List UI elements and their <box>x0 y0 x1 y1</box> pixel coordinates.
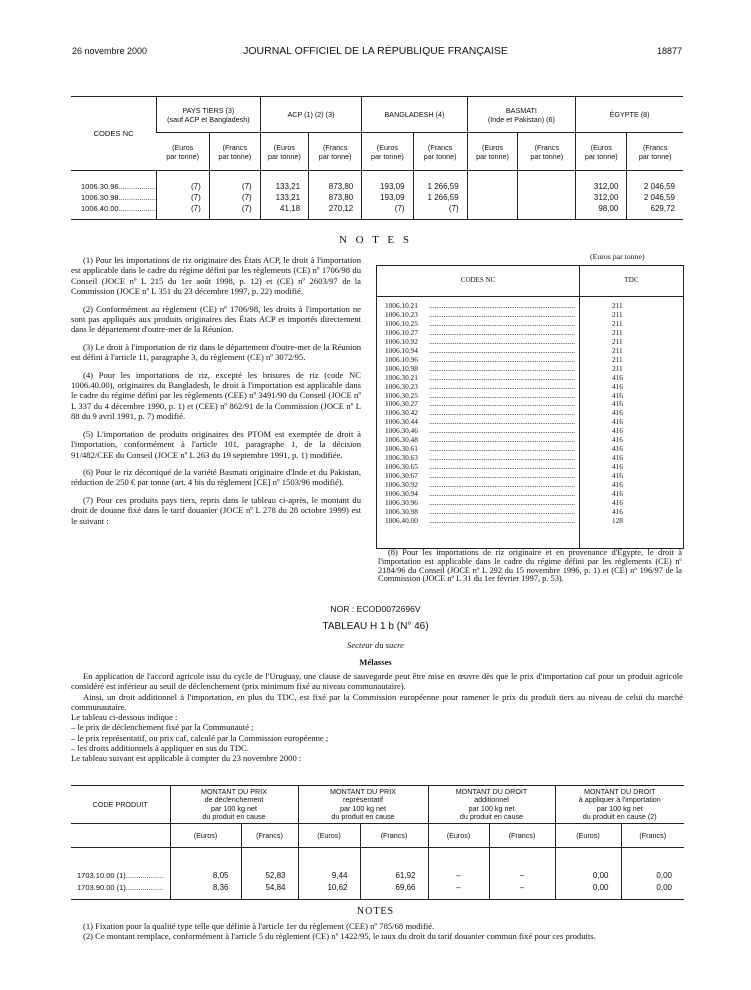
value-cell: 873,80 <box>309 181 362 192</box>
note-paragraph: (7) Pour ces produits pays tiers, repris dans le tableau ci-après, le montant du droit de douane fixé dans le tarif douanier (JOCE nº L 278 du 28 octobre 1999) est le suivant : <box>71 494 361 526</box>
value-cell <box>467 192 518 203</box>
unit-header: (Francs par tonne) <box>209 133 260 171</box>
unit-header: (Euros par tonne) <box>260 133 308 171</box>
note-paragraph: (4) Pour les importations de riz, excepté les brisures de riz (code NC 1006.40.00), originaires du Bangladesh, le droit à l'importation est applicable dans le cadre du régime défini par les règlements (CEE) nº 3491/90 du Conseil (JOCE nº L 337 du 4 décembre 1990, p. 1) et (CEE) nº 862/91 de la Commission (JOCE nº L 88 du 9 avril 1991, p. 7) modifié. <box>71 369 361 422</box>
value-cell <box>467 181 518 192</box>
codes-nc-header: CODES NC <box>460 276 496 284</box>
group-header: BASMATI (Inde et Pakistan) (6) <box>467 97 575 133</box>
value-cell: 69,66 <box>360 882 428 894</box>
table-row <box>71 192 683 203</box>
rice-duties-table <box>71 96 683 220</box>
tdc-value: 416 <box>612 444 623 454</box>
body-paragraph: – le prix représentatif, ou prix caf, calculé par la Commission européenne ; <box>71 732 329 743</box>
nor-reference: NOR : ECOD0072696V <box>330 604 421 614</box>
value-cell <box>467 203 518 214</box>
dot-leader: ................................................................................ <box>429 337 575 346</box>
value-cell: 0,00 <box>621 882 684 894</box>
code-cell: 1006.30.42 <box>385 409 418 418</box>
value-cell: (7) <box>157 192 210 203</box>
code-cell: 1006.10.21 <box>385 302 418 310</box>
unit-header: (Francs par tonne) <box>627 133 683 171</box>
tdc-value: 416 <box>612 426 623 436</box>
dot-leader: ................................................................................ <box>429 310 575 319</box>
table-row <box>71 882 684 894</box>
group-header: ACP (1) (2) (3) <box>260 97 362 133</box>
code-cell: 1006.40.00.................. <box>81 203 157 213</box>
dot-leader: ................................................................................ <box>429 373 575 382</box>
value-cell: 1 266,59 <box>413 192 467 203</box>
code-cell: 1703.10.00 (1).................. <box>77 871 164 880</box>
dot-leader: ................................................................................ <box>429 319 575 328</box>
unit-header: (Francs) <box>360 824 428 848</box>
dot-leader: ................................................................................ <box>429 400 575 409</box>
unit-header: (Euros par tonne) <box>576 133 627 171</box>
note-paragraph: (3) Le droit à l'importation de riz dans le département d'outre-mer de la Réunion est défini à l'article 11, paragraphe 3, du règlement (CE) nº 3072/95. <box>71 341 361 363</box>
unit-header: (Euros) <box>428 824 489 848</box>
sector-subtitle: Secteur du sucre <box>347 640 404 650</box>
group-header: MONTANT DU PRIX représentatif par 100 kg net du produit en cause <box>298 786 428 824</box>
dot-leader: ................................................................................ <box>429 489 575 498</box>
value-cell: 0,00 <box>555 870 621 882</box>
dot-leader: ................................................................................ <box>429 472 575 481</box>
dot-leader: ................................................................................ <box>429 454 575 463</box>
code-cell: 1006.30.23 <box>385 382 418 391</box>
tdc-header: TDC <box>624 276 639 284</box>
value-cell: 270,12 <box>309 203 362 214</box>
body-paragraph: Ainsi, un droit additionnel à l'importation, en plus du TDC, est fixé par la Commission européenne pour ramener le prix du produit tiers au niveau de celui du marché communautaire. <box>71 691 683 712</box>
code-cell: 1006.30.63 <box>385 454 418 463</box>
note-paragraph: (6) Pour le riz décortiqué de la variété Basmati originaire d'Inde et du Pakistan, réduction de 250 € par tonne (art. 4 bis du règlement [CE] nº 1503/96 modifié). <box>71 466 361 488</box>
body-paragraph: Le tableau suivant est applicable à compter du 23 novembre 2000 : <box>71 753 302 764</box>
value-cell: 312,00 <box>576 181 627 192</box>
value-cell <box>518 203 576 214</box>
codes-nc-header: CODES NC <box>71 97 157 171</box>
group-header: MONTANT DU PRIX de déclenchement par 100 kg net du produit en cause <box>170 786 298 824</box>
dot-leader: ................................................................................ <box>429 516 575 525</box>
note-paragraph: (1) Fixation pour la qualité type telle que définie à l'article 1er du règlement (CEE) nº 785/68 modifié. <box>83 921 435 931</box>
group-header: ÉGYPTE (8) <box>576 97 683 133</box>
value-cell: – <box>489 882 555 894</box>
tdc-value: 416 <box>612 417 623 427</box>
code-cell: 1006.10.94 <box>385 346 418 355</box>
value-cell: (7) <box>157 203 210 214</box>
tdc-value: 416 <box>612 480 623 489</box>
code-cell: 1006.10.92 <box>385 337 418 346</box>
code-cell: 1006.30.27 <box>385 400 418 409</box>
unit-header: (Francs par tonne) <box>413 133 467 171</box>
code-cell: 1006.30.61 <box>385 445 418 454</box>
unit-header: (Francs par tonne) <box>518 133 576 171</box>
value-cell: 873,80 <box>309 192 362 203</box>
tdc-value: 211 <box>612 318 623 328</box>
value-cell: 2 046,59 <box>627 192 683 203</box>
code-cell: 1006.30.48 <box>385 436 418 445</box>
page-number: 18877 <box>656 46 682 56</box>
unit-header: (Euros) <box>555 824 621 848</box>
unit-header: (Euros) <box>298 824 360 848</box>
codes-tdc-table <box>376 265 684 549</box>
value-cell: 193,09 <box>362 192 413 203</box>
unit-header: (Euros par tonne) <box>362 133 413 171</box>
tdc-value: 416 <box>612 408 623 418</box>
tdc-value: 211 <box>612 345 623 355</box>
dot-leader: ................................................................................ <box>429 355 575 364</box>
value-cell: 133,21 <box>260 181 308 192</box>
tdc-value: 211 <box>612 327 623 337</box>
code-cell: 1006.30.94 <box>385 489 418 498</box>
dot-leader: ................................................................................ <box>429 302 575 310</box>
tdc-value: 416 <box>612 372 623 382</box>
tdc-value: 416 <box>612 453 623 463</box>
dot-leader: ................................................................................ <box>429 346 575 355</box>
body-paragraph: – les droits additionnels à appliquer en sus du TDC. <box>71 743 249 754</box>
value-cell: 133,21 <box>260 192 308 203</box>
journal-title: JOURNAL OFFICIEL DE LA RÉPUBLIQUE FRANÇAISE <box>243 45 508 57</box>
code-cell: 1006.10.27 <box>385 328 418 337</box>
tdc-value: 416 <box>612 381 623 391</box>
tdc-value: 211 <box>612 354 623 364</box>
dot-leader: ................................................................................ <box>429 418 575 427</box>
dot-leader: ................................................................................ <box>429 391 575 400</box>
value-cell: – <box>428 882 489 894</box>
notes2-title: NOTES <box>356 906 395 917</box>
unit-header: (Francs) <box>621 824 684 848</box>
table-row <box>71 203 683 214</box>
unit-label: (Euros par tonne) <box>590 252 645 261</box>
code-cell: 1006.30.46 <box>385 427 418 436</box>
value-cell: 2 046,59 <box>627 181 683 192</box>
tdc-value: 416 <box>612 462 623 472</box>
tdc-value: 416 <box>612 399 623 409</box>
value-cell: 0,00 <box>621 870 684 882</box>
code-cell: 1006.30.44 <box>385 418 418 427</box>
code-cell: 1006.30.96 <box>385 498 418 507</box>
value-cell: 9,44 <box>298 870 360 882</box>
dot-leader: ................................................................................ <box>429 427 575 436</box>
value-cell: – <box>489 870 555 882</box>
code-cell: 1006.30.25 <box>385 391 418 400</box>
tdc-value: 416 <box>612 390 623 400</box>
tableau-title: TABLEAU H 1 b (N° 46) <box>322 621 429 632</box>
value-cell <box>518 181 576 192</box>
code-cell: 1006.30.21 <box>385 373 418 382</box>
dot-leader: ................................................................................ <box>429 364 575 373</box>
code-cell: 1006.30.98.................. <box>81 192 157 202</box>
note-paragraph: (5) L'importation de produits originaires des PTOM est exemptée de droit à l'importation, conformément à l'article 101, paragraphe 1, de la décision 91/482/CEE du Conseil (JOCE nº L 263 du 19 septembre 1991, p. 1) modifiée. <box>71 428 361 460</box>
group-header: PAYS TIERS (3) (sauf ACP et Bangladesh) <box>157 97 261 133</box>
tdc-value: 128 <box>612 515 623 525</box>
table-row <box>71 870 684 882</box>
value-cell: 629,72 <box>627 203 683 214</box>
tdc-value: 416 <box>612 435 623 445</box>
tdc-value: 211 <box>612 336 623 346</box>
code-cell: 1006.30.96.................. <box>81 181 157 191</box>
section-body <box>71 671 683 764</box>
code-cell: 1006.30.67 <box>385 472 418 481</box>
note-paragraph: (1) Pour les importations de riz originaire des États ACP, le droit à l'importation est applicable dans le cadre du régime défini par les règlements (CE) nº 1706/98 du Conseil (JOCE nº L 215 du 1er août 1998, p. 12) et (CE) nº 2603/97 de la Commission (JOCE nº L 351 du 23 décembre 1997, p. 22) modifié. <box>71 255 361 297</box>
code-cell: 1703.90.00 (1).................. <box>77 883 164 892</box>
value-cell: (7) <box>209 181 260 192</box>
dot-leader: ................................................................................ <box>429 382 575 391</box>
table-row <box>71 181 683 192</box>
value-cell: (7) <box>209 192 260 203</box>
header-date: 26 novembre 2000 <box>72 46 148 56</box>
value-cell: 193,09 <box>362 181 413 192</box>
value-cell: 1 266,59 <box>413 181 467 192</box>
unit-header: (Francs) <box>489 824 555 848</box>
dot-leader: ................................................................................ <box>429 436 575 445</box>
code-cell: 1006.30.92 <box>385 481 418 489</box>
value-cell: 41,18 <box>260 203 308 214</box>
value-cell: 8,36 <box>170 882 241 894</box>
code-cell: 1006.10.25 <box>385 319 418 328</box>
dot-leader: ................................................................................ <box>429 481 575 489</box>
value-cell <box>518 192 576 203</box>
dot-leader: ................................................................................ <box>429 463 575 472</box>
body-paragraph: – le prix de déclenchement fixé par la Communauté ; <box>71 722 254 733</box>
group-header: BANGLADESH (4) <box>362 97 467 133</box>
value-cell: (7) <box>362 203 413 214</box>
tdc-value: 416 <box>612 506 623 516</box>
value-cell: (7) <box>157 181 210 192</box>
dot-leader: ................................................................................ <box>429 445 575 454</box>
product-heading: Mélasses <box>359 657 392 667</box>
tdc-value: 211 <box>612 301 623 310</box>
note-8: (8) Pour les importations de riz originaire et en provenance d'Égypte, le droit à l'importation est applicable dans le cadre du régime défini par les règlements (CE) nº 2184/96 du Conseil (JOCE nº L 292 du 15 novembre 1996, p. 1) et (CE) nº 196/97 de la Commission (JOCE nº L 31 du 1er février 1997, p. 53). <box>378 548 682 584</box>
molasses-table <box>71 785 684 900</box>
value-cell: 312,00 <box>576 192 627 203</box>
notes2-body <box>71 921 683 942</box>
code-cell: 1006.40.00 <box>385 516 418 525</box>
unit-header: (Euros) <box>170 824 241 848</box>
tdc-value: 416 <box>612 471 623 481</box>
notes-title: N O T E S <box>338 234 413 246</box>
unit-header: (Euros par tonne) <box>157 133 210 171</box>
body-paragraph: En application de l'accord agricole issu du cycle de l'Uruguay, une clause de sauvegarde peut être mise en œuvre dès que le prix d'importation caf pour un produit agricole considéré est inférieur au seuil de déclenchement (prix minimum fixé au niveau communautaire). <box>71 671 683 692</box>
tdc-value: 211 <box>612 309 623 319</box>
dot-leader: ................................................................................ <box>429 409 575 418</box>
value-cell: (7) <box>413 203 467 214</box>
group-header: MONTANT DU DROIT à appliquer à l'importation par 100 kg net du produit en cause (2) <box>555 786 684 824</box>
unit-header: (Francs) <box>241 824 298 848</box>
note-paragraph: (2) Conformément au règlement (CE) nº 1706/98, les droits à l'importation ne sont pas appliqués aux produits originaires des États ACP et importés directement dans le département d'outre-mer de la Réunion. <box>71 303 361 335</box>
code-cell: 1006.10.96 <box>385 355 418 364</box>
code-cell: 1006.30.65 <box>385 463 418 472</box>
unit-header: (Francs par tonne) <box>309 133 362 171</box>
value-cell: 98,00 <box>576 203 627 214</box>
body-paragraph: Le tableau ci-dessous indique : <box>71 712 178 723</box>
code-cell: 1006.10.23 <box>385 310 418 319</box>
dot-leader: ................................................................................ <box>429 498 575 507</box>
value-cell: 10,62 <box>298 882 360 894</box>
value-cell: 8,05 <box>170 870 241 882</box>
dot-leader: ................................................................................ <box>429 507 575 516</box>
code-cell: 1006.10.98 <box>385 364 418 373</box>
code-produit-header: CODE PRODUIT <box>71 786 170 824</box>
tdc-value: 416 <box>612 497 623 507</box>
value-cell: (7) <box>209 203 260 214</box>
value-cell: 54,84 <box>241 882 298 894</box>
notes-left-column <box>71 255 361 533</box>
dot-leader: ................................................................................ <box>429 328 575 337</box>
note-paragraph: (2) Ce montant remplace, conformément à l'article 5 du règlement (CE) nº 1422/95, le taux du droit du tarif douanier commun fixé pour ces produits. <box>83 931 596 942</box>
value-cell: 0,00 <box>555 882 621 894</box>
group-header: MONTANT DU DROIT additionnel par 100 kg net du produit en cause <box>428 786 555 824</box>
tdc-value: 416 <box>612 488 623 498</box>
value-cell: – <box>428 870 489 882</box>
code-cell: 1006.30.98 <box>385 507 418 516</box>
value-cell: 61,92 <box>360 870 428 882</box>
value-cell: 52,83 <box>241 870 298 882</box>
tdc-value: 211 <box>612 363 623 373</box>
unit-header: (Euros par tonne) <box>467 133 518 171</box>
